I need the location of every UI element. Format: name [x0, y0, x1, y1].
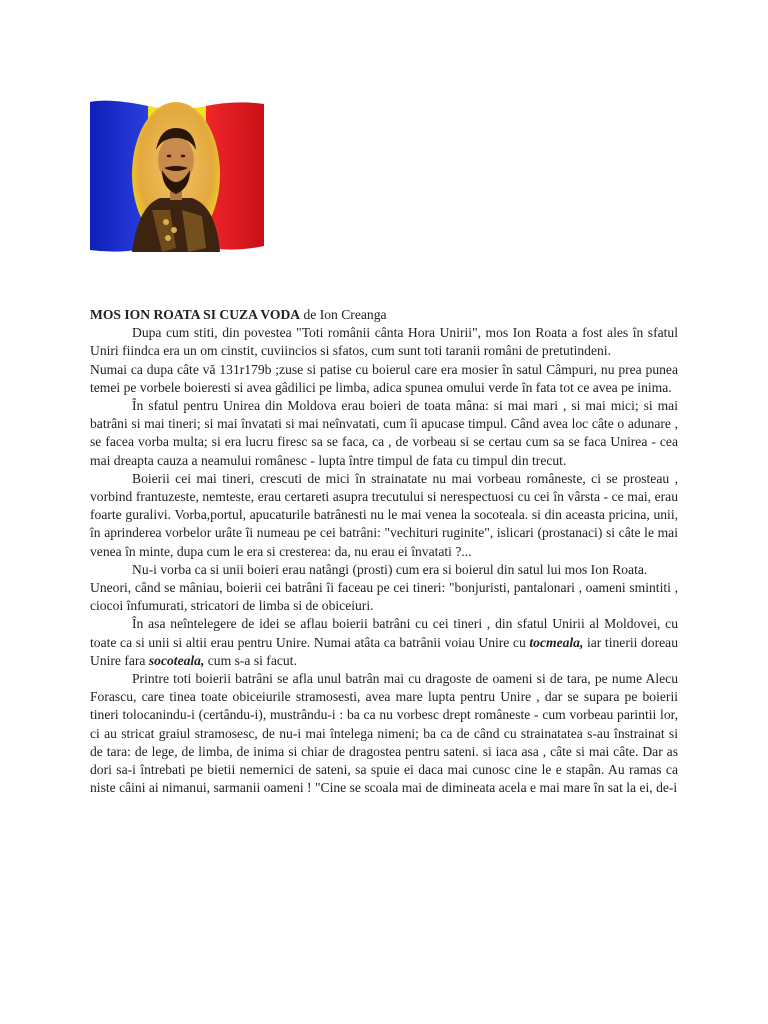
- paragraph-part: cum s-a si facut.: [204, 652, 297, 668]
- document-body: [90, 306, 678, 797]
- document-title: MOS ION ROATA SI CUZA VODA: [90, 307, 301, 322]
- paragraph: Printre toti boierii batrâni se afla unul batrân mai cu dragoste de oameni si de tara, pe nume Alecu Forascu, care tinea toate obiceiurile stramosesti, avea mare lupta pentru Unire , dar se supara pe boierii tineri tolocanindu-i (certându-i), mustrându-i : ba ca nu vorbesc drept româneste - cum vorbeau parintii lor, ci au stricat graiul stramosesc, de nu-i mai întelega nimeni; ba ca de când cu strainatatea s-au înstrainat si de tara: de lege, de limba, de inima si chiar de dragostea pentru sateni. si iaca asa , câte si mai câte. Dar as dori sa-i întrebati pe bietii nemernici de sateni, sa spuie ei daca mai cunosc cine le e stapân. Au ramas ca niste câini ai nimanui, sarmanii oameni ! "Cine se scoala mai de dimineata acela e mai mare în sat la ei, de-i: [90, 671, 678, 796]
- paragraph: Boierii cei mai tineri, crescuti de mici în strainatate nu mai vorbeau româneste, ci se prosteau , vorbind frantuzeste, nemteste, erau certareti asupra trecutului si nerespectuosi cu cei în vârsta - ce mai, erau foarte guralivi. Vorba,portul, apucaturile batrânesti nu le mai venea la socoteala. si din aceasta pricina, unii, în aprinderea vorbelor urâte îi numeau pe cei batrâni: "vechituri ruginite", islicari (prostanaci) si câte le mai venea în minte, dupa cum le era si cresterea: da, nu erau ei învatati ?...: [90, 470, 678, 559]
- paragraph-part: În asa neîntelegere de idei se aflau boierii batrâni cu cei tineri , din sfatul Unirii al Moldovei, cu toate ca si unii si altii erau pentru Unire. Numai atâta ca batrânii voiau Unire cu: [90, 616, 678, 650]
- paragraph: Uneori, când se mâniau, boierii cei batrâni îi faceau pe cei tineri: "bonjuristi, pantalonari , oameni smintiti , ciocoi înfumurati, stricatori de limba si de obiceiuri.: [90, 580, 678, 614]
- heading-line: [90, 306, 678, 324]
- paragraph: În sfatul pentru Unirea din Moldova erau boieri de toata mâna: si mai mari , si mai mici; si mai batrâni si mai tineri; si mai învatati si mai neînvatati, cum îi apucase timpul. Când avea loc câte o adunare , se facea vorba multa; si era lucru firesc sa se faca, ca , de vorbeau si se certau cum sa se faca Unirea - cea mai dreapta cauza a neamului românesc - lupta între timpul de fata cu timpul din trecut.: [90, 398, 678, 468]
- paragraph-part: iar tinerii doreau Unire fara: [90, 634, 678, 668]
- emphasis-socoteala: socoteala,: [148, 652, 205, 668]
- paragraph: Dupa cum stiti, din povestea "Toti românii cânta Hora Unirii", mos Ion Roata a fost ales în sfatul Uniri fiindca era un om cinstit, cuviincios si sfatos, cum sunt toti taranii români de pretutindeni.: [90, 325, 678, 359]
- paragraph: [90, 615, 678, 670]
- paragraph: Nu-i vorba ca si unii boieri erau natângi (prosti) cum era si boierul din satul lui mos Ion Roata.: [132, 561, 648, 577]
- flag-portrait-image: [90, 98, 264, 252]
- emphasis-tocmeala: tocmeala,: [529, 634, 584, 650]
- document-byline: de Ion Creanga: [300, 307, 387, 322]
- paragraph: Numai ca dupa câte vă 131r179b ;zuse si patise cu boierul care era mosier în satul Câmpuri, nu prea punea temei pe vorbele boieresti si avea gâdilici pe limba, adica spunea omului verde în fata tot ce avea pe inima.: [90, 361, 678, 395]
